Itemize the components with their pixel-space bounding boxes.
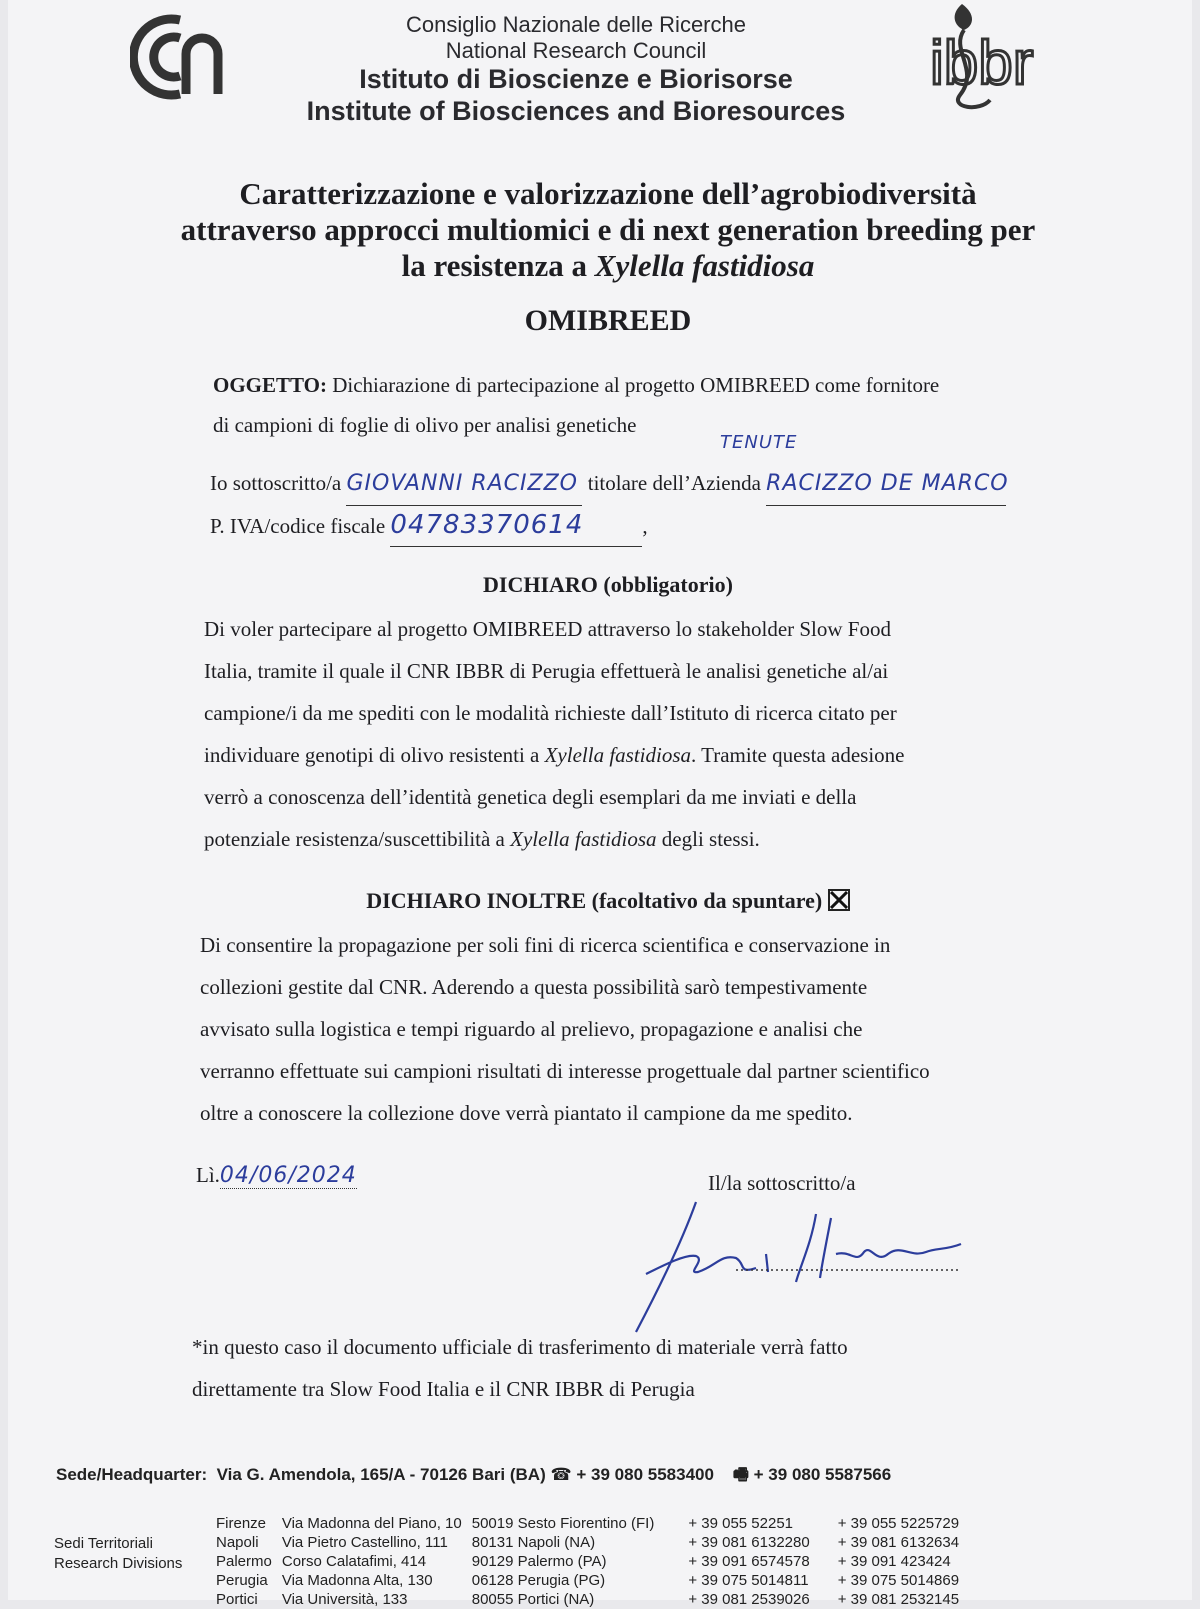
oggetto-line-1 [213, 364, 1083, 406]
header-line-1: Consiglio Nazionale delle Ricerche [406, 12, 746, 37]
division-city: Perugia [216, 1572, 268, 1589]
sottoscritto-label: Il/la sottoscritto/a [708, 1171, 856, 1195]
division-city: Napoli [216, 1534, 259, 1551]
inoltre-line-5: oltre a conoscere la collezione dove verrà piantato il campione da me spedito. [200, 1101, 853, 1125]
division-street: Via Madonna del Piano, 10 [281, 1515, 462, 1532]
division-cap: 80055 Portici (NA) [471, 1591, 595, 1608]
dichiaro-line-4a: individuare genotipi di olivo resistenti a [204, 743, 540, 767]
dichiaro-line-6 [204, 818, 1062, 860]
phone-icon: ☎ [550, 1465, 572, 1484]
inoltre-line-1: Di consentire la propagazione per soli fini di ricerca scientifica e conservazione in [200, 933, 891, 957]
dichiaro-line-4-italic: Xylella fastidiosa [544, 743, 692, 767]
division-street: Via Università, 133 [281, 1591, 408, 1608]
division-fax: + 39 081 2532145 [837, 1591, 960, 1608]
division-tel: + 39 075 5014811 [688, 1572, 809, 1589]
dichiaro-line-6b: degli stessi. [661, 827, 760, 851]
inoltre-line-4: verranno effettuate sui campioni risultati di interesse progettuale dal partner scientifico [200, 1059, 930, 1083]
dichiaro-line-5: verrò a conoscenza dell’identità genetica degli esemplari da me inviati e della [204, 785, 857, 809]
dichiaro-line-6-italic: Xylella fastidiosa [510, 827, 657, 851]
title-line-3-prefix: la resistenza a [401, 248, 588, 283]
piva-label: P. IVA/codice fiscale [210, 514, 386, 538]
dichiaro-line-4 [204, 734, 1062, 776]
division-city: Portici [216, 1591, 258, 1608]
division-cap: 80131 Napoli (NA) [471, 1534, 596, 1551]
division-row [216, 1552, 969, 1571]
footer-hq-row [56, 1462, 891, 1491]
footnote [192, 1326, 1062, 1410]
division-fax: + 39 055 5225729 [837, 1515, 960, 1532]
hq-label: Sede/Headquarter: [56, 1465, 208, 1484]
dichiaro-heading: DICHIARO (obbligatorio) [483, 572, 733, 597]
title-line-3-italic: Xylella fastidiosa [594, 248, 815, 283]
checkmark-x-icon [830, 891, 848, 909]
dichiaro-line-4b: . Tramite questa adesione [691, 743, 905, 767]
title-line-3 [158, 248, 1058, 284]
oggetto-line-2: di campioni di foglie di olivo per analisi genetiche [213, 413, 637, 437]
footnote-line-1: *in questo caso il documento ufficiale di trasferimento di materiale verrà fatto [192, 1335, 848, 1359]
place-label: Lì. [196, 1163, 220, 1187]
signature-area[interactable] [626, 1194, 986, 1334]
divisions-table [216, 1514, 969, 1609]
azienda-field[interactable]: RACIZZO DE MARCO [766, 463, 1006, 506]
place-date-row [196, 1154, 357, 1197]
division-street: Via Madonna Alta, 130 [281, 1572, 433, 1589]
io-label: Io sottoscritto/a [210, 471, 342, 495]
piva-suffix: , [642, 514, 648, 538]
header-line-3: Istituto di Bioscienze e Biorisorse [359, 64, 793, 94]
division-tel: + 39 091 6574578 [688, 1553, 810, 1570]
document-page [8, 0, 1192, 1608]
dichiaro-line-2: Italia, tramite il quale il CNR IBBR di Perugia effettuerà le analisi genetiche al/ai [204, 659, 889, 683]
division-fax: + 39 081 6132634 [837, 1534, 960, 1551]
dichiaro-line-6a: potenziale resistenza/suscettibilità a [204, 827, 505, 851]
division-fax: + 39 075 5014869 [837, 1572, 960, 1589]
optional-checkbox[interactable] [828, 889, 850, 911]
handwritten-signature-icon [626, 1194, 986, 1334]
svg-text:ibbr: ibbr [930, 29, 1034, 98]
inoltre-heading-row [158, 888, 1058, 914]
dichiaro-line-1: Di voler partecipare al progetto OMIBREED attraverso lo stakeholder Slow Food [204, 617, 891, 641]
header-line-4: Institute of Biosciences and Bioresources [306, 96, 846, 126]
divisions-label [54, 1534, 182, 1574]
hq-tel: + 39 080 5583400 [576, 1465, 714, 1484]
titolare-label: titolare dell’Azienda [587, 471, 761, 495]
inoltre-line-3: avvisato sulla logistica e tempi riguardo al prelievo, propagazione e analisi che [200, 1017, 863, 1041]
dichiaro-body [204, 608, 1062, 860]
oggetto-text-1: Dichiarazione di partecipazione al progetto OMIBREED come fornitore [332, 373, 940, 397]
divisions-label-1: Sedi Territoriali [54, 1535, 153, 1552]
division-tel: + 39 081 2539026 [688, 1591, 810, 1608]
division-row [216, 1533, 969, 1552]
title-line-2: attraverso approcci multiomici e di next generation breeding per [180, 212, 1036, 247]
division-fax: + 39 091 423424 [837, 1553, 951, 1570]
division-cap: 06128 Perugia (PG) [471, 1572, 606, 1589]
division-city: Firenze [216, 1515, 267, 1532]
division-tel: + 39 081 6132280 [688, 1534, 810, 1551]
header-line-2: National Research Council [445, 38, 707, 63]
title-line-1: Caratterizzazione e valorizzazione dell’agrobiodiversità [239, 176, 977, 211]
hq-address: Via G. Amendola, 165/A - 70126 Bari (BA) [216, 1465, 546, 1484]
division-tel: + 39 055 52251 [688, 1515, 794, 1532]
date-field[interactable]: 04/06/2024 [219, 1163, 357, 1188]
hq-fax: + 39 080 5587566 [753, 1465, 892, 1484]
form-line-1 [210, 462, 1130, 506]
name-field[interactable]: GIOVANNI RACIZZO [346, 463, 582, 506]
inoltre-body [200, 924, 1062, 1134]
dichiaro-line-3: campione/i da me spediti con le modalità richieste dall’Istituto di ricerca citato per [204, 701, 897, 725]
project-name: OMIBREED [524, 304, 692, 337]
divisions-label-2: Research Divisions [54, 1555, 183, 1572]
azienda-insert-handwritten: TENUTE [720, 432, 798, 453]
division-city: Palermo [216, 1553, 272, 1570]
division-row [216, 1571, 969, 1590]
inoltre-heading: DICHIARO INOLTRE (facoltativo da spuntare) [366, 888, 823, 913]
division-row [216, 1514, 969, 1533]
piva-field[interactable]: 04783370614 [390, 504, 642, 547]
ibbr-logo-icon [920, 0, 1120, 120]
fax-icon: 🖷 [732, 1465, 749, 1484]
form-line-2 [210, 504, 910, 547]
division-cap: 50019 Sesto Fiorentino (FI) [471, 1515, 655, 1532]
footnote-line-2: direttamente tra Slow Food Italia e il CNR IBBR di Perugia [192, 1377, 695, 1401]
division-street: Via Pietro Castellino, 111 [281, 1534, 448, 1551]
division-street: Corso Calatafimi, 414 [281, 1553, 427, 1570]
division-cap: 90129 Palermo (PA) [471, 1553, 607, 1570]
inoltre-line-2: collezioni gestite dal CNR. Aderendo a questa possibilità sarò tempestivamente [200, 975, 868, 999]
oggetto-label: OGGETTO: [213, 373, 327, 397]
